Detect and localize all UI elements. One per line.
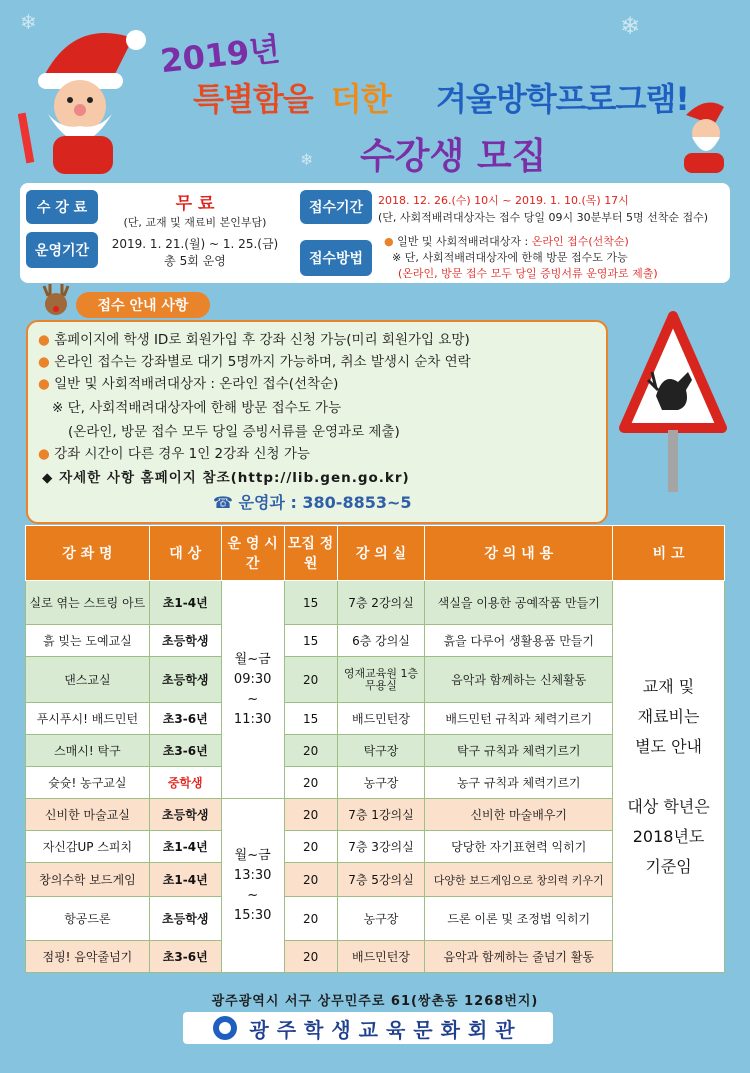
course-room: 영재교육원 1층 무용실 — [337, 657, 425, 703]
course-target: 초등학생 — [149, 799, 221, 831]
title-year: 2019년 — [158, 29, 282, 81]
course-name: 창의수학 보드게임 — [26, 863, 150, 897]
course-room: 배드민턴장 — [337, 703, 425, 735]
notice-homepage: ◆ 자세한 사항 홈페이지 참조(http://lib.gen.go.kr) — [42, 470, 410, 486]
notice-tab: 접수 안내 사항 — [76, 292, 210, 318]
col-header-name: 강 좌 명 — [26, 526, 150, 581]
notice-line: ● 홈페이지에 학생 ID로 회원가입 후 강좌 신청 가능(미리 회원가입 요망) — [38, 332, 470, 348]
course-name: 스매시! 탁구 — [26, 735, 150, 767]
course-room: 6층 강의실 — [337, 625, 425, 657]
table-header-row — [26, 526, 725, 581]
course-content: 음악과 함께하는 줄넘기 활동 — [425, 941, 613, 973]
santa-illustration-icon — [18, 18, 148, 178]
col-header-capacity: 모집 정원 — [284, 526, 337, 581]
course-capacity: 20 — [284, 863, 337, 897]
course-content: 흙을 다루어 생활용품 만들기 — [425, 625, 613, 657]
reindeer-icon — [36, 282, 76, 318]
course-content: 당당한 자기표현력 익히기 — [425, 831, 613, 863]
run-block — [100, 236, 290, 270]
course-room: 농구장 — [337, 897, 425, 941]
run-label: 운영기간 — [26, 232, 98, 268]
col-header-note: 비 고 — [613, 526, 725, 581]
course-capacity: 20 — [284, 897, 337, 941]
notice-line: ● 일반 및 사회적배려대상자 : 온라인 접수(선착순) — [38, 376, 339, 392]
course-content: 다양한 보드게임으로 창의력 키우기 — [425, 863, 613, 897]
course-target: 초1-4년 — [149, 581, 221, 625]
reindeer-warning-sign-icon — [618, 310, 728, 495]
course-target: 초3-6년 — [149, 735, 221, 767]
snowflake-icon: ❄ — [300, 150, 314, 169]
fee-note: (단, 교재 및 재료비 본인부담) — [123, 216, 267, 229]
org-name: 광주학생교육문화회관 — [249, 1017, 523, 1042]
course-content: 배드민턴 규칙과 체력기르기 — [425, 703, 613, 735]
title-main-part1 — [193, 74, 391, 120]
fee-label: 수 강 료 — [26, 190, 98, 224]
course-capacity: 20 — [284, 799, 337, 831]
course-target: 초등학생 — [149, 625, 221, 657]
fee-value: 무 료 — [175, 194, 215, 214]
program-table — [25, 525, 725, 973]
method-block — [384, 234, 724, 282]
method-label: 접수방법 — [300, 240, 372, 276]
course-room: 농구장 — [337, 767, 425, 799]
footer-org-banner — [183, 1012, 553, 1044]
course-name: 댄스교실 — [26, 657, 150, 703]
snowflake-icon: ❄ — [620, 12, 641, 40]
remarks-cell: 교재 및 재료비는 별도 안내 대상 학년은 2018년도 기준임 — [613, 581, 725, 973]
course-content: 신비한 마술배우기 — [425, 799, 613, 831]
course-capacity: 20 — [284, 657, 337, 703]
period-value: 2018. 12. 26.(수) 10시 ~ 2019. 1. 10.(목) 17시 — [378, 194, 629, 207]
course-capacity: 20 — [284, 941, 337, 973]
course-room: 7층 2강의실 — [337, 581, 425, 625]
col-header-time: 운 영 시 간 — [221, 526, 284, 581]
footer-address: 광주광역시 서구 상무민주로 61(쌍촌동 1268번지) — [211, 994, 539, 1009]
period-label: 접수기간 — [300, 190, 372, 224]
notice-box — [26, 320, 608, 524]
course-room: 7층 1강의실 — [337, 799, 425, 831]
course-target: 초1-4년 — [149, 831, 221, 863]
course-target: 초3-6년 — [149, 941, 221, 973]
course-content: 색실을 이용한 공예작품 만들기 — [425, 581, 613, 625]
course-target: 초1-4년 — [149, 863, 221, 897]
course-name: 실로 엮는 스트링 아트 — [26, 581, 150, 625]
table-row — [26, 581, 725, 625]
course-target: 초등학생 — [149, 897, 221, 941]
time-slot-morning: 월~금 09:30 ~ 11:30 — [221, 581, 284, 799]
col-header-target: 대 상 — [149, 526, 221, 581]
course-capacity: 15 — [284, 581, 337, 625]
col-header-room: 강 의 실 — [337, 526, 425, 581]
time-slot-afternoon: 월~금 13:30 ~ 15:30 — [221, 799, 284, 973]
course-room: 7층 3강의실 — [337, 831, 425, 863]
course-name: 슛슛! 농구교실 — [26, 767, 150, 799]
fee-block — [100, 189, 290, 230]
notice-line: ● 온라인 접수는 강좌별로 대기 5명까지 가능하며, 취소 발생시 순차 연락 — [38, 354, 471, 370]
period-note: (단, 사회적배려대상자는 접수 당일 09시 30분부터 5명 선착순 접수) — [378, 211, 709, 224]
course-name: 자신감UP 스피치 — [26, 831, 150, 863]
period-block — [378, 192, 728, 226]
title-recruit: 수강생 모집 — [360, 136, 547, 177]
method-line2: ※ 단, 사회적배려대상자에 한해 방문 접수도 가능 — [392, 251, 628, 264]
course-capacity: 15 — [284, 703, 337, 735]
course-capacity: 20 — [284, 735, 337, 767]
course-name: 신비한 마술교실 — [26, 799, 150, 831]
course-target: 초3-6년 — [149, 703, 221, 735]
title-main-part2: 겨울방학프로그램! — [436, 80, 689, 118]
course-target: 초등학생 — [149, 657, 221, 703]
notice-line: (온라인, 방문 접수 모두 당일 증빙서류를 운영과로 제출) — [68, 424, 400, 440]
course-content: 음악과 함께하는 신체활동 — [425, 657, 613, 703]
course-name: 푸시푸시! 배드민턴 — [26, 703, 150, 735]
course-capacity: 20 — [284, 831, 337, 863]
course-capacity: 20 — [284, 767, 337, 799]
run-value: 2019. 1. 21.(월) ~ 1. 25.(금) — [111, 237, 279, 251]
course-content: 탁구 규칙과 체력기르기 — [425, 735, 613, 767]
method-line3: (온라인, 방문 접수 모두 당일 증빙서류 운영과로 제출) — [398, 267, 658, 280]
title-added: 더한 — [330, 80, 391, 118]
snowflake-icon: ❄ — [20, 10, 37, 34]
notice-phone: ☎ 운영과 : 380-8853~5 — [213, 493, 412, 512]
course-name: 점핑! 음악줄넘기 — [26, 941, 150, 973]
course-name: 흙 빚는 도예교실 — [26, 625, 150, 657]
notice-line: ※ 단, 사회적배려대상자에 한해 방문 접수도 가능 — [52, 400, 342, 416]
org-logo-icon — [213, 1016, 237, 1040]
course-target: 중학생 — [149, 767, 221, 799]
course-room: 배드민턴장 — [337, 941, 425, 973]
col-header-content: 강 의 내 용 — [425, 526, 613, 581]
method-line1: ● 일반 및 사회적배려대상자 : 온라인 접수(선착순) — [384, 235, 629, 248]
course-capacity: 15 — [284, 625, 337, 657]
course-room: 탁구장 — [337, 735, 425, 767]
course-name: 항공드론 — [26, 897, 150, 941]
course-room: 7층 5강의실 — [337, 863, 425, 897]
run-note: 총 5회 운영 — [164, 254, 226, 268]
course-content: 드론 이론 및 조정법 익히기 — [425, 897, 613, 941]
course-content: 농구 규칙과 체력기르기 — [425, 767, 613, 799]
notice-line: ● 강좌 시간이 다른 경우 1인 2강좌 신청 가능 — [38, 446, 310, 462]
title-special: 특별함을 — [193, 80, 313, 118]
